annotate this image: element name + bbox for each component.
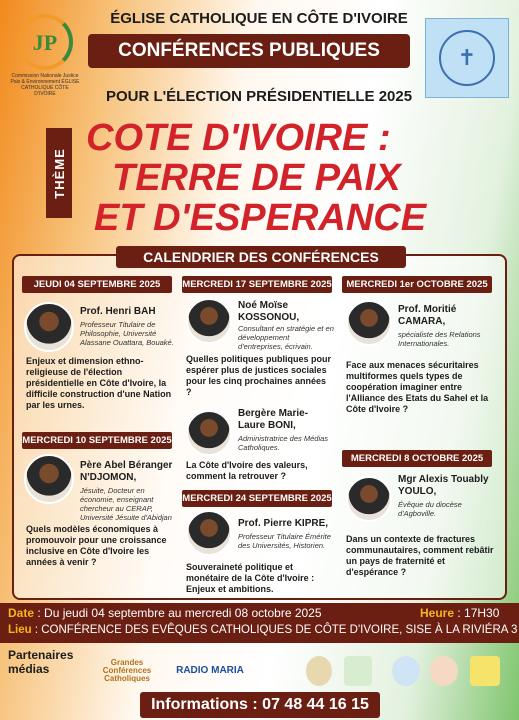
session-topic: Souveraineté politique et monétaire de la Côte d'Ivoire : Enjeux et ambitions. xyxy=(186,562,315,594)
theme-line-3: ET D'ESPERANCE xyxy=(94,197,427,239)
session-topic: Quelles politiques publiques pour espérer plus de justices sociales pour les cinq prochaines années ? xyxy=(186,354,332,397)
speaker-photo xyxy=(186,410,232,456)
speaker-name: Mgr Alexis Touably YOULO, xyxy=(398,474,489,497)
speaker-photo xyxy=(24,302,74,352)
theme-line-1: COTE D'IVOIRE : xyxy=(86,117,391,159)
speaker-photo xyxy=(186,298,232,344)
calendar-title: CALENDRIER DES CONFÉRENCES xyxy=(116,246,406,268)
speaker-desc: Jésuite, Docteur en économie, enseignant chercheur au CERAP, Université Jésuite d'Abidjan xyxy=(80,486,172,522)
jp-logo-icon: JP xyxy=(17,14,73,70)
logo-caption: Commission Nationale Justice Paix & Environnement ÉGLISE CATHOLIQUE CÔTE D'IVOIRE xyxy=(10,73,80,97)
session-date: MERCREDI 17 SEPTEMBRE 2025 xyxy=(182,276,332,293)
event-subtitle: POUR L'ÉLECTION PRÉSIDENTIELLE 2025 xyxy=(105,88,413,105)
episcopal-conference-logo xyxy=(425,18,509,98)
theme-title xyxy=(86,118,506,238)
speaker-desc: Professeur Titulaire de Philosophie, Université Alassane Ouattara, Bouaké. xyxy=(80,320,174,347)
session-topic: Enjeux et dimension ethno-religieuse de l'élection présidentielle en Côte d'Ivoire, la difficile construction d'une Nation par les urnes. xyxy=(26,356,172,410)
event-venue: Lieu : CONFÉRENCE DES EVÊQUES CATHOLIQUES DE CÔTE D'IVOIRE, SISE À LA RIVIÉRA 3 xyxy=(8,624,518,636)
speaker-desc: Consultant en stratégie et en développement d'entreprises, écrivain. xyxy=(238,324,334,351)
session-date: JEUDI 04 SEPTEMBRE 2025 xyxy=(22,276,172,293)
partner-logo xyxy=(392,656,420,686)
partner-logo xyxy=(470,656,500,686)
session-date: MERCREDI 10 SEPTEMBRE 2025 xyxy=(22,432,172,449)
theme-line-2: TERRE DE PAIX xyxy=(112,157,401,199)
event-time: Heure : 17H30 xyxy=(420,606,500,620)
speaker-desc: Administratrice des Médias Catholiques. xyxy=(238,434,329,452)
partner-logo xyxy=(306,656,332,686)
event-banner: CONFÉRENCES PUBLIQUES xyxy=(88,34,410,68)
session-topic: La Côte d'Ivoire des valeurs, comment la retrouver ? xyxy=(186,460,308,481)
partners-label: Partenaires médias xyxy=(8,648,74,676)
speaker-name: Prof. Moritié CAMARA, xyxy=(398,304,457,327)
partner-logo: RADIO MARIA xyxy=(176,665,244,676)
speaker-photo xyxy=(24,454,74,504)
session-topic: Dans un contexte de fractures communautaires, comment rebâtir un pays de fraternité et d'espérance ? xyxy=(346,534,494,577)
session-date: MERCREDI 1er OCTOBRE 2025 xyxy=(342,276,492,293)
session-topic: Quels modèles économiques à promouvoir pour une croissance inclusive en Côte d'Ivoire les années à venir ? xyxy=(26,524,167,567)
speaker-name: Père Abel Béranger N'DJOMON, xyxy=(80,460,173,483)
cross-seal-icon: ✝ xyxy=(439,30,495,86)
speaker-photo xyxy=(186,510,232,556)
speaker-name: Prof. Henri BAH xyxy=(80,306,156,317)
speaker-photo xyxy=(346,476,392,522)
theme-tab: THÈME xyxy=(46,128,72,218)
info-phone: Informations : 07 48 44 16 15 xyxy=(140,692,380,718)
session-date: MERCREDI 8 OCTOBRE 2025 xyxy=(342,450,492,467)
partner-logo xyxy=(344,656,372,686)
speaker-name: Bergère Marie-Laure BONI, xyxy=(238,408,309,431)
speaker-name: Prof. Pierre KIPRE, xyxy=(238,518,329,529)
session-topic: Face aux menaces sécuritaires multiformes quels types de coopération imaginer entre l'Alliance des Etats du Sahel et la Côte d'Ivoire ? xyxy=(346,360,489,414)
organizer-title: ÉGLISE CATHOLIQUE EN CÔTE D'IVOIRE xyxy=(110,10,408,27)
event-dates: Date : Du jeudi 04 septembre au mercredi 08 octobre 2025 xyxy=(8,606,322,620)
partner-logo xyxy=(430,656,458,686)
jp-commission-logo xyxy=(10,14,80,106)
speaker-desc: Professeur Titulaire Émérite des Universités, Historien. xyxy=(238,532,331,550)
speaker-desc: spécialiste des Relations Internationales. xyxy=(398,330,481,348)
speaker-name: Noé Moïse KOSSONOU, xyxy=(238,300,300,323)
speaker-desc: Évêque du diocèse d'Agboville. xyxy=(398,500,462,518)
partner-logo: Grandes Conférences Catholiques xyxy=(102,658,152,683)
speaker-photo xyxy=(346,300,392,346)
session-date: MERCREDI 24 SEPTEMBRE 2025 xyxy=(182,490,332,507)
